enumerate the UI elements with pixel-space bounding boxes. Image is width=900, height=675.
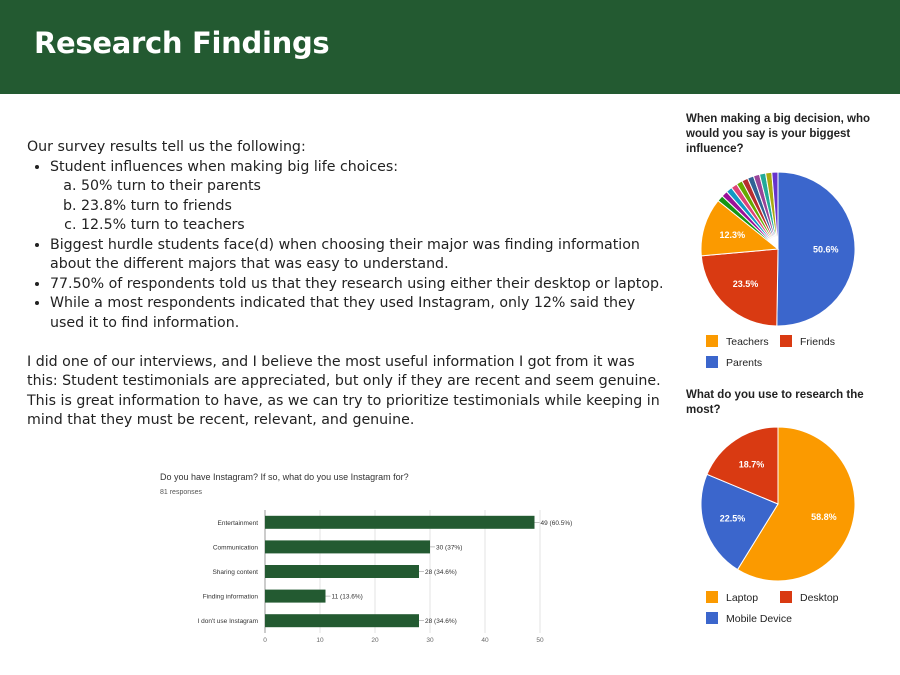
findings-text — [27, 138, 667, 431]
category-label: Entertainment — [217, 519, 258, 527]
legend-item-desktop — [780, 591, 839, 604]
slice-value-label: 50.6% — [812, 244, 839, 255]
bar-entertainment — [265, 516, 535, 529]
x-tick-label: 40 — [481, 637, 489, 644]
bar-value-label: 49 (60.5%) — [540, 519, 573, 527]
legend-label: Parents — [726, 357, 763, 369]
instagram-chart-title: Do you have Instagram? If so, what do you use Instagram for? — [160, 472, 409, 482]
legend-label: Desktop — [800, 592, 839, 604]
instagram-bar-chart — [150, 505, 580, 650]
bar-value-label: 28 (34.6%) — [425, 618, 457, 626]
list-item: c. 12.5% turn to teachers — [81, 216, 667, 236]
research-pie-chart — [700, 423, 862, 585]
list-item: • 77.50% of respondents told us that they research using either their desktop or laptop. — [50, 275, 667, 295]
influence-pie-chart — [700, 168, 862, 330]
research-chart-title: What do you use to research the most? — [686, 389, 864, 416]
bar-finding-information — [265, 590, 326, 603]
legend-swatch — [780, 591, 792, 603]
slice-value-label: 12.3% — [719, 230, 746, 241]
legend-label: Mobile Device — [726, 613, 792, 625]
bar-value-label: 11 (13.6%) — [331, 593, 363, 601]
x-tick-label: 30 — [426, 637, 434, 644]
header-banner — [0, 0, 900, 94]
legend-swatch — [706, 335, 718, 347]
list-item: • While a most respondents indicated that they used Instagram, only 12% said they used it to find information. — [50, 294, 667, 333]
legend-swatch — [706, 591, 718, 603]
legend-item-mobile-device — [706, 612, 792, 625]
legend-label: Friends — [800, 336, 836, 348]
x-tick-label: 50 — [536, 637, 544, 644]
legend-label: Teachers — [726, 336, 769, 348]
category-label: Sharing content — [212, 569, 258, 576]
intro-text: Our survey results tell us the following: — [27, 139, 306, 155]
x-tick-label: 10 — [316, 637, 324, 644]
page-title: Research Findings — [34, 26, 330, 60]
category-label: Finding information — [202, 593, 258, 601]
influence-sublist — [50, 177, 667, 236]
slice-value-label: 22.5% — [719, 513, 746, 524]
influence-chart-title: When making a big decision, who would you say is your biggest influence? — [686, 113, 871, 155]
legend-swatch — [706, 356, 718, 368]
category-label: Communication — [212, 544, 258, 552]
legend-item-parents — [706, 356, 762, 369]
list-item — [50, 158, 667, 236]
interview-paragraph: I did one of our interviews, and I believe the most useful information I got from it was this: Student testimonials are appreciated, but only if they are recent and seem genuine. This is great information to have, as we can try to prioritize testimonials while keeping in mind that they must be recent, relevant, and genuine. — [27, 353, 661, 428]
list-item: a. 50% turn to their parents — [81, 177, 667, 197]
legend-item-laptop — [706, 591, 758, 604]
bar-communication — [265, 540, 430, 553]
slice-value-label: 18.7% — [738, 459, 765, 470]
instagram-chart-subtitle: 81 responses — [160, 489, 203, 496]
findings-list — [27, 158, 667, 334]
list-item: • Biggest hurdle students face(d) when choosing their major was finding information about the different majors that was easy to understand. — [50, 236, 667, 275]
x-tick-label: 20 — [371, 637, 379, 644]
bullet-influences: Student influences when making big life choices: — [50, 158, 399, 175]
bar-value-label: 28 (34.6%) — [425, 569, 457, 576]
list-item: b. 23.8% turn to friends — [81, 197, 667, 217]
influence-legend — [706, 335, 896, 375]
slice-value-label: 23.5% — [732, 278, 759, 289]
bar-value-label: 30 (37%) — [436, 544, 463, 552]
category-label: I don't use Instagram — [197, 618, 258, 626]
legend-swatch — [706, 612, 718, 624]
legend-item-friends — [780, 335, 835, 348]
x-tick-label: 0 — [263, 637, 267, 644]
slice-value-label: 58.8% — [811, 512, 837, 523]
legend-swatch — [780, 335, 792, 347]
bar-sharing-content — [265, 565, 419, 578]
legend-label: Laptop — [726, 592, 759, 604]
legend-item-teachers — [706, 335, 769, 348]
research-legend — [706, 591, 896, 631]
bar-i-don-t-use-instagram — [265, 614, 419, 627]
